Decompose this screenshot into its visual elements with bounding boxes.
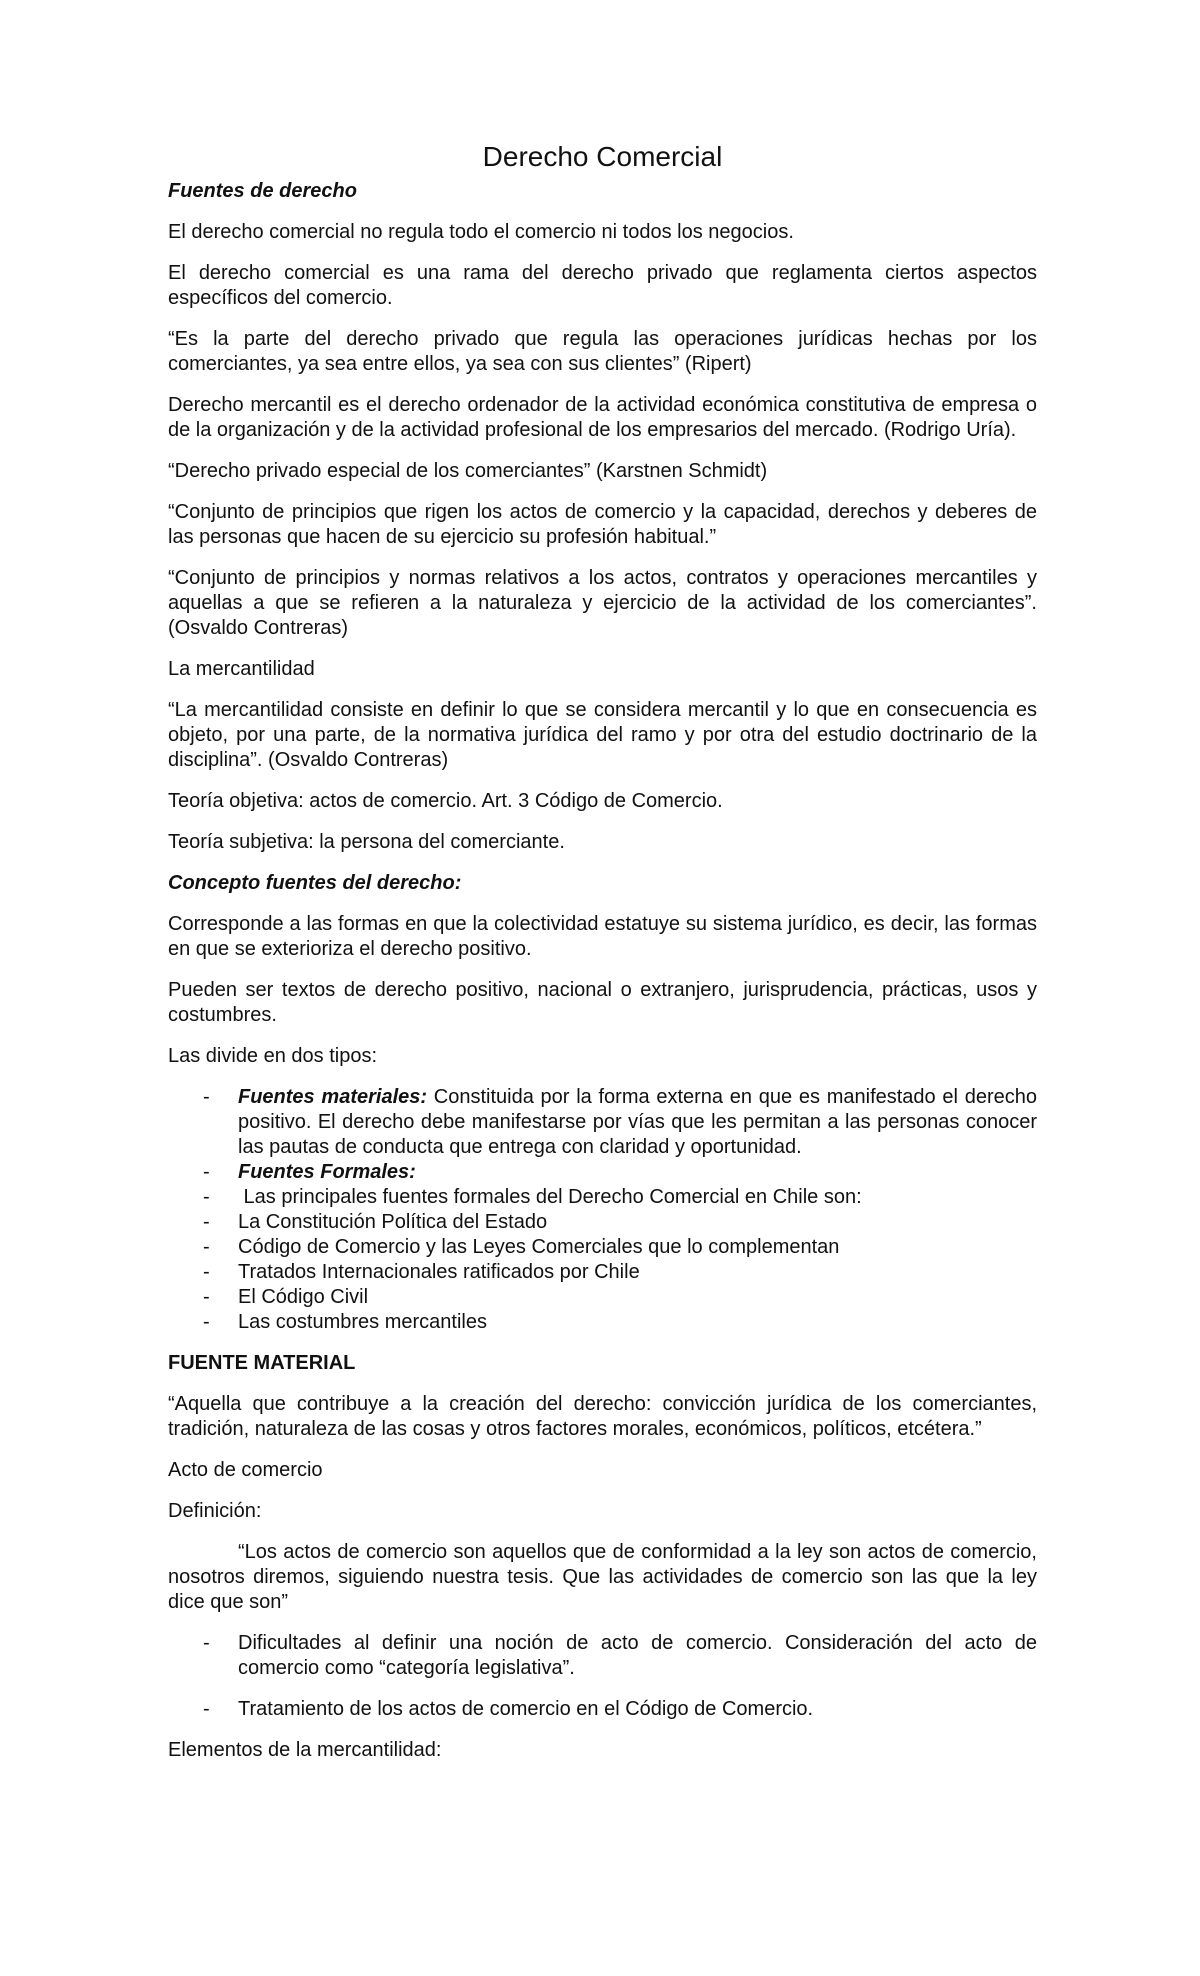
quote-paragraph: “Aquella que contribuye a la creación del derecho: convicción jurídica de los comerciantes, tradición, naturaleza de las cosas y otros factores morales, económicos, políticos, etcétera.”: [168, 1393, 1037, 1440]
list-item: [168, 1210, 1037, 1235]
list-item: [168, 1235, 1037, 1260]
list-item: [168, 1160, 1037, 1185]
list-item-text: La Constitución Política del Estado: [238, 1211, 548, 1233]
section-heading-fuente-material: FUENTE MATERIAL: [168, 1352, 356, 1374]
list-item-text: Las principales fuentes formales del Derecho Comercial en Chile son:: [238, 1186, 862, 1208]
list-item: [168, 1285, 1037, 1310]
list-item-text: Tratados Internacionales ratificados por Chile: [238, 1261, 640, 1283]
list-item: [168, 1085, 1037, 1160]
list-item-text: El Código Civil: [238, 1286, 369, 1308]
paragraph: Corresponde a las formas en que la colectividad estatuye su sistema jurídico, es decir, las formas en que se exterioriza el derecho positivo.: [168, 913, 1037, 960]
paragraph: El derecho comercial es una rama del derecho privado que reglamenta ciertos aspectos específicos del comercio.: [168, 262, 1037, 309]
quote-paragraph: “Conjunto de principios que rigen los actos de comercio y la capacidad, derechos y deberes de las personas que hacen de su ejercicio su profesión habitual.”: [168, 501, 1037, 548]
paragraph: Pueden ser textos de derecho positivo, nacional o extranjero, jurisprudencia, prácticas, usos y costumbres.: [168, 979, 1037, 1026]
list-item-text: Las costumbres mercantiles: [238, 1311, 487, 1333]
paragraph: Teoría subjetiva: la persona del comerciante.: [168, 831, 565, 853]
list-item: [168, 1631, 1037, 1681]
list-item: [168, 1310, 1037, 1335]
paragraph: Elementos de la mercantilidad:: [168, 1739, 442, 1761]
list-item: [168, 1185, 1037, 1210]
paragraph: Definición:: [168, 1500, 262, 1522]
paragraph: Acto de comercio: [168, 1459, 323, 1481]
quote-paragraph: “Los actos de comercio son aquellos que de conformidad a la ley son actos de comercio, nosotros diremos, siguiendo nuestra tesis. Que las actividades de comercio son las que la ley dice que son”: [168, 1541, 1037, 1613]
list-item-text: Tratamiento de los actos de comercio en el Código de Comercio.: [238, 1698, 814, 1720]
paragraph: La mercantilidad: [168, 658, 315, 680]
list-item-text: Constituida por la forma externa en que es manifestado el derecho positivo. El derecho debe manifestarse por vías que les permitan a las personas conocer las pautas de conducta que entrega con claridad y oportunidad.: [238, 1086, 1037, 1158]
paragraph: Las divide en dos tipos:: [168, 1045, 378, 1067]
document-body: [168, 140, 1037, 1779]
quote-paragraph: “Derecho privado especial de los comerciantes” (Karstnen Schmidt): [168, 460, 768, 482]
list-item-text: Código de Comercio y las Leyes Comerciales que lo complementan: [238, 1236, 840, 1258]
quote-paragraph: “Es la parte del derecho privado que regula las operaciones jurídicas hechas por los comerciantes, ya sea entre ellos, ya sea con sus clientes” (Ripert): [168, 328, 1037, 375]
section-heading-fuentes: Fuentes de derecho: [168, 180, 357, 202]
list-item: [168, 1697, 1037, 1722]
paragraph: Teoría objetiva: actos de comercio. Art. 3 Código de Comercio.: [168, 790, 723, 812]
acto-comercio-list: [168, 1631, 1037, 1722]
quote-paragraph: “La mercantilidad consiste en definir lo que se considera mercantil y lo que en consecuencia es objeto, por una parte, de la normativa jurídica del ramo y por otra del estudio doctrinario de la disciplina”. (Osvaldo Contreras): [168, 699, 1037, 771]
list-item-text: Dificultades al definir una noción de acto de comercio. Consideración del acto de comercio como “categoría legislativa”.: [238, 1632, 1037, 1679]
list-item-label: Fuentes materiales:: [238, 1086, 428, 1108]
paragraph: Derecho mercantil es el derecho ordenador de la actividad económica constitutiva de empresa o de la organización y de la actividad profesional de los empresarios del mercado. (Rodrigo Uría).: [168, 394, 1037, 441]
paragraph: El derecho comercial no regula todo el comercio ni todos los negocios.: [168, 221, 794, 243]
quote-paragraph: “Conjunto de principios y normas relativos a los actos, contratos y operaciones mercantiles y aquellas a que se refieren a la naturaleza y ejercicio de la actividad de los comerciantes”. (Osvaldo Contreras): [168, 567, 1037, 639]
document-title: Derecho Comercial: [482, 141, 723, 172]
list-item-label: Fuentes Formales:: [238, 1161, 416, 1183]
sources-list: [168, 1085, 1037, 1335]
section-heading-concepto: Concepto fuentes del derecho:: [168, 872, 462, 894]
list-item: [168, 1260, 1037, 1285]
